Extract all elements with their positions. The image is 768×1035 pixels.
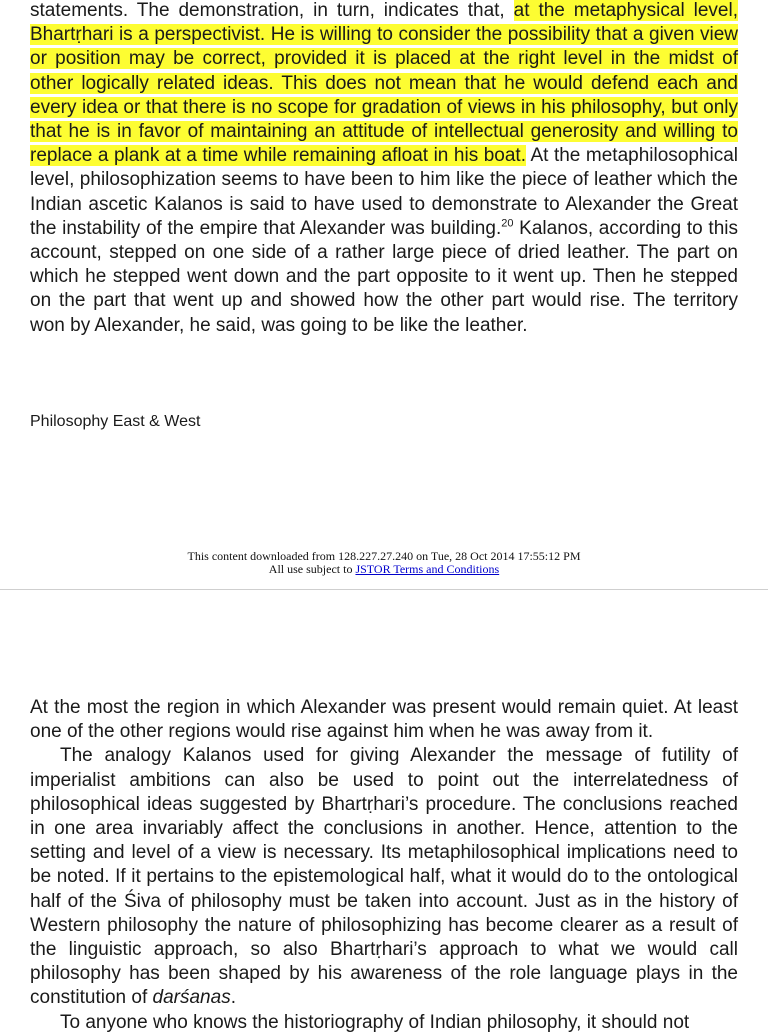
paragraph-3: To anyone who knows the historiography of Indian philosophy, it should not bbox=[60, 1011, 690, 1033]
text-segment: Kalanos, according to this account, stepped on one side of a rather large piece of dried leather. The part on which he stepped went down and the part opposite to it went up. Then he stepped on the part that went up and showed how the other part would rise. The territory won by Alexander, he said, was going to be like the leather. bbox=[30, 217, 738, 336]
terms-prefix: All use subject to bbox=[268, 562, 356, 576]
jstor-notice bbox=[0, 550, 768, 576]
journal-footer: Philosophy East & West bbox=[30, 413, 201, 430]
page-bottom bbox=[0, 590, 768, 1033]
highlighted-passage[interactable]: at the metaphysical level, Bhartṛhari is a perspectivist. He is willing to consider the possibility that a given view or position may be correct, provided it is placed at the right level in the midst of other logically related ideas. This does not mean that he would defend each and every idea or that there is no scope for gradation of views in his philosophy, but only that he is in favor of maintaining an attitude of intellectual generosity and willing to replace a plank at a time while remaining afloat in his boat. bbox=[30, 0, 738, 167]
footnote-marker[interactable]: 20 bbox=[501, 217, 514, 230]
terms-line bbox=[0, 563, 768, 576]
download-info: This content downloaded from 128.227.27.240 on Tue, 28 Oct 2014 17:55:12 PM bbox=[187, 549, 581, 563]
text-segment: At the metaphilosophical level, philosophization seems to have been to him like the piece of leather which the Indian ascetic Kalanos is said to have used to demonstrate to Alexander the Great the instability of the empire that Alexander was building. bbox=[30, 145, 738, 239]
text-segment: statements. The demonstration, in turn, indicates that, bbox=[30, 0, 514, 21]
paragraph-1: At the most the region in which Alexander was present would remain quiet. At least one of the other regions would rise against him when he was away from it. bbox=[30, 697, 738, 743]
paragraph-2: The analogy Kalanos used for giving Alexander the message of futility of imperialist ambitions can also be used to point out the interrelatedness of philosophical ideas suggested by Bhartṛhari’s procedure. The conclusions reached in one area invariably affect the conclusions in another. Hence, attention to the setting and level of a view is necessary. Its metaphilosophical implications need to be noted. If it pertains to the epistemological half, what it would do to the ontological half of the Śiva of philosophy must be taken into account. Just as in the history of Western philosophy the nature of philosophizing has become clearer as a result of the linguistic approach, so also Bhartṛhari’s approach to what we would call philosophy has been shaped by his awareness of the role language plays in the constitution of bbox=[30, 745, 738, 1009]
body-text bbox=[30, 696, 738, 1035]
jstor-terms-link[interactable]: JSTOR Terms and Conditions bbox=[355, 562, 500, 576]
body-paragraph bbox=[30, 0, 738, 338]
paragraph-2-end: . bbox=[230, 987, 236, 1009]
italic-term: darśanas bbox=[152, 987, 231, 1009]
